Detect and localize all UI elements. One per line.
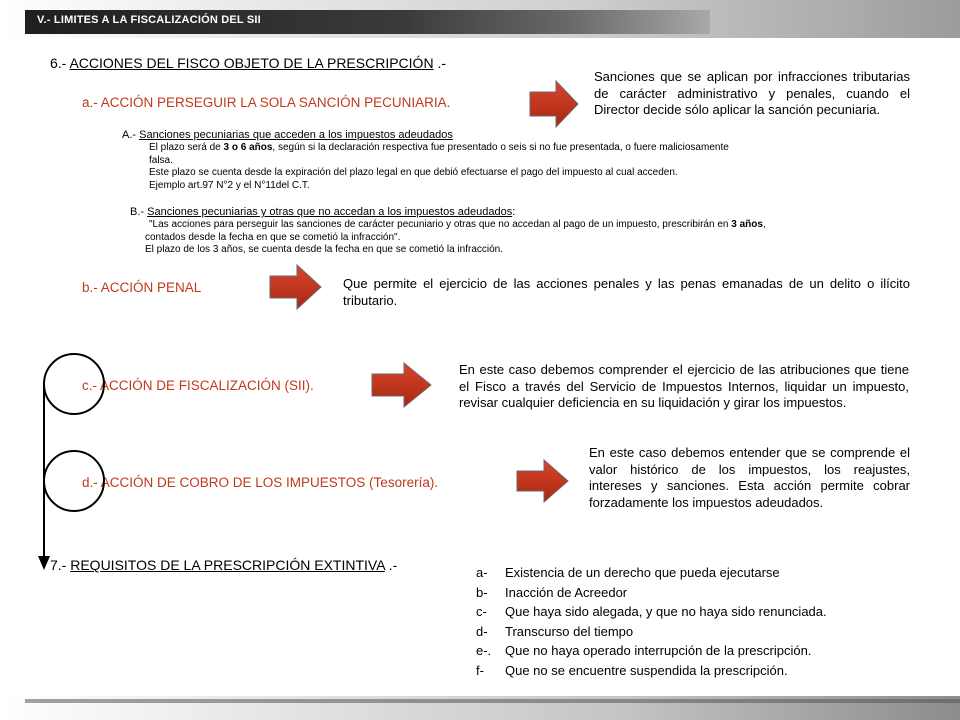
sub-b-title: Sanciones pecuniarias y otras que no accedan a los impuestos adeudados: [147, 206, 513, 218]
section-7-suffix: .-: [384, 557, 398, 573]
requirement-item: d- Transcurso del tiempo: [476, 623, 634, 639]
action-b-description: Que permite el ejercicio de las acciones penales y las penas emanadas de un delito o ilícito tributario.: [343, 276, 910, 308]
requirement-item: b- Inacción de Acreedor: [476, 584, 628, 600]
requirement-item: a- Existencia de un derecho que pueda ejecutarse: [476, 565, 780, 580]
section-6-title: ACCIONES DEL FISCO OBJETO DE LA PRESCRIPCIÓN: [69, 55, 434, 71]
requirement-item: e-. Que no haya operado interrupción de la prescripción.: [476, 643, 812, 658]
action-c-label: c.- ACCIÓN DE FISCALIZACIÓN (SII).: [82, 378, 314, 393]
sub-a-line-3: Este plazo se cuenta desde la expiración del plazo legal en que debió efectuarse el pago del impuesto al cual acceden.: [149, 167, 678, 178]
arrow-right-icon: [372, 363, 431, 407]
bracket-circle-top: [44, 354, 104, 414]
sub-b-line-2: contados desde la fecha en que se cometió la infracción".: [145, 231, 401, 243]
section-6-suffix: .-: [433, 55, 447, 71]
sub-a-line-4: Ejemplo art.97 N°2 y el N°11del C.T.: [149, 179, 310, 191]
action-a-description: Sanciones que se aplican por infracciones tributarias de carácter administrativo y penales, cuando el Director decide sólo aplicar la sanción pecuniaria.: [594, 69, 910, 117]
section-6-number: 6.-: [50, 55, 70, 71]
arrow-right-icon: [517, 460, 568, 502]
sub-a-prefix: A.-: [122, 129, 140, 141]
sub-b-line-1: "Las acciones para perseguir las sanciones de carácter pecuniario y otras que no accedan al pago de un impuesto, prescribirán en 3 años,: [149, 219, 766, 230]
action-c-description: En este caso debemos comprender el ejercicio de las atribuciones que tiene el Fisco a través del Servicio de Impuestos Internos, liquidar un impuesto, revisar cualquier deficiencia en su liquidación y girar los impuestos.: [459, 362, 909, 410]
down-arrow-icon: [38, 556, 50, 570]
action-a-label: a.- ACCIÓN PERSEGUIR LA SOLA SANCIÓN PECUNIARIA.: [82, 95, 451, 110]
sub-a-title: Sanciones pecuniarias que acceden a los impuestos adeudados: [139, 129, 453, 141]
sub-b-heading: B.- Sanciones pecuniarias y otras que no accedan a los impuestos adeudados:: [130, 206, 516, 218]
slide-header-title: V.- LIMITES A LA FISCALIZACIÓN DEL SII: [37, 14, 261, 26]
sub-b-line-3: El plazo de los 3 años, se cuenta desde la fecha en que se cometió la infracción.: [145, 244, 504, 255]
arrow-right-icon: [270, 265, 321, 309]
bracket-circle-bottom: [44, 451, 104, 511]
action-b-label: b.- ACCIÓN PENAL: [82, 280, 202, 295]
sub-b-prefix: B.-: [130, 206, 148, 218]
sub-a-line-2: falsa.: [149, 154, 173, 166]
footer-line: [25, 699, 960, 703]
requirement-item: c- Que haya sido alegada, y que no haya sido renunciada.: [476, 604, 827, 619]
requirement-item: f- Que no se encuentre suspendida la prescripción.: [476, 662, 788, 678]
section-7-number: 7.-: [50, 557, 71, 573]
section-7-title: REQUISITOS DE LA PRESCRIPCIÓN EXTINTIVA: [70, 557, 385, 573]
action-d-description: En este caso debemos entender que se comprende el valor histórico de los impuestos, los reajustes, intereses y sanciones. Esta acción permite cobrar forzadamente los impuestos adeudados.: [589, 445, 910, 510]
action-d-label: d.- ACCIÓN DE COBRO DE LOS IMPUESTOS (Tesorería).: [82, 475, 439, 490]
arrow-right-icon: [530, 81, 578, 127]
sub-a-line-1: El plazo será de 3 o 6 años, según si la declaración respectiva fue presentado o seis si no fue presentada, o fuere maliciosamente: [149, 142, 729, 153]
